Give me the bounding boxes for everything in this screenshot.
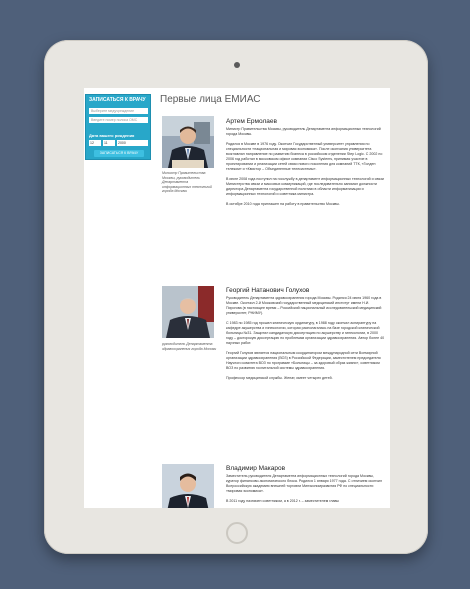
bio-paragraph: Заместитель руководителя Департамента информационных технологий города Москвы, куратор финансово-экономического блока. Родился 1 января 1977 года. С отличием окончил Всероссийскую академию внешней торговли Минэкономразвития РФ по специальности «мировая экономика». (226, 474, 382, 493)
hospital-select[interactable]: Выберите медучреждение (89, 108, 148, 114)
day-select[interactable]: 12 (89, 140, 101, 146)
bio-paragraph: В июле 2008 года поступил на госслужбу в департамент информационных технологий и связи Министерства связи и массовых коммуникаций, где последовательно занимал должности директора Департамента государственной политики в области информатизации и информационных технологий и советника министра. (226, 177, 384, 196)
signup-widget (85, 94, 151, 160)
tablet-frame (44, 40, 428, 554)
camera-icon (234, 62, 240, 68)
person-name: Артем Ермолаев (226, 118, 277, 125)
dob-label: Дата вашего рождения (89, 133, 135, 138)
bio-paragraph: Руководитель Департамента здравоохранения города Москвы. Родился 24 июня 1960 года в Москве. Окончил 2-й Московский государственный медицинский институт имени Н.И. Пирогова (в настоящее время – Российский национальный исследовательский медицинский университет, РНИМУ). (226, 296, 382, 315)
bio-paragraph: С 1983 по 1985 год прошел клиническую ординатуру, в 1988 году окончил аспирантуру на кафедре акушерства и гинекологии, которая располагалась на базе городской клинической больницы №31. Защитил кандидатскую диссертацию по акушерству и гинекологии, в 2000 году – докторскую диссертацию по проблемам организации здравоохранения. Автор более 40 научных работ. (226, 321, 385, 345)
bio-paragraph: Родился в Москве в 1976 году. Окончил Государственный университет управления по специальности «национальная и мировая экономика». После окончания университета возглавлял направление по развитию бизнеса в российском отделении Step Logic. С 2002 по 2006 год работал в московском офисе компании Cisco Systems, принимая участие в проектировании и реализации сетей связи нового поколения для компаний ТТК, «Голден телеком» и «Квистор – Объединенные телесистемы». (226, 142, 383, 171)
person-bio (226, 296, 386, 386)
person-photo (162, 116, 214, 168)
person-photo (162, 286, 214, 338)
year-select[interactable]: 2000 (117, 140, 148, 146)
person-photo (162, 464, 214, 508)
bio-paragraph: Министр Правительства Москвы, руководитель Департамента информационных технологий города Москвы. (226, 127, 381, 136)
person-name: Владимир Макаров (226, 465, 286, 472)
signup-button[interactable]: ЗАПИСАТЬСЯ К ВРАЧУ (94, 150, 144, 157)
signup-title: ЗАПИСАТЬСЯ К ВРАЧУ (89, 97, 146, 103)
bio-paragraph: В 2011 году назначен советником, а в 2012 г. – заместителем главы (226, 499, 340, 503)
tablet-screen (84, 88, 390, 508)
bio-paragraph: В октябре 2010 года приглашен на работу в правительство Москвы. (226, 202, 340, 206)
bio-paragraph: Георгий Голухов является национальным координатором международной сети Всемирной организации здравоохранения (ВОЗ) в Российской Федерации, заместителем председателя Научного комитета ВОЗ по программе «Больницы – за здоровый образ жизни», советником ВОЗ по развитию госпитальной системы здравоохранения. (226, 351, 381, 370)
sidebar (84, 88, 152, 508)
person-bio (226, 127, 386, 212)
person-name: Георгий Натанович Голухов (226, 287, 310, 294)
page-title: Первые лица ЕМИАС (160, 94, 261, 105)
person-caption: Министр Правительства Москвы, руководитель Департамента информационных технологий города Москвы (162, 171, 212, 193)
person-caption: руководитель Департамента здравоохранения города Москвы (162, 342, 217, 351)
home-button[interactable] (226, 522, 248, 544)
bio-paragraph: Профессор медицинской службы. Женат, имеет четырех детей. (226, 376, 333, 380)
policy-input[interactable]: Введите номер полиса ОМС (89, 117, 148, 123)
month-select[interactable]: 11 (103, 140, 115, 146)
person-bio (226, 474, 386, 508)
